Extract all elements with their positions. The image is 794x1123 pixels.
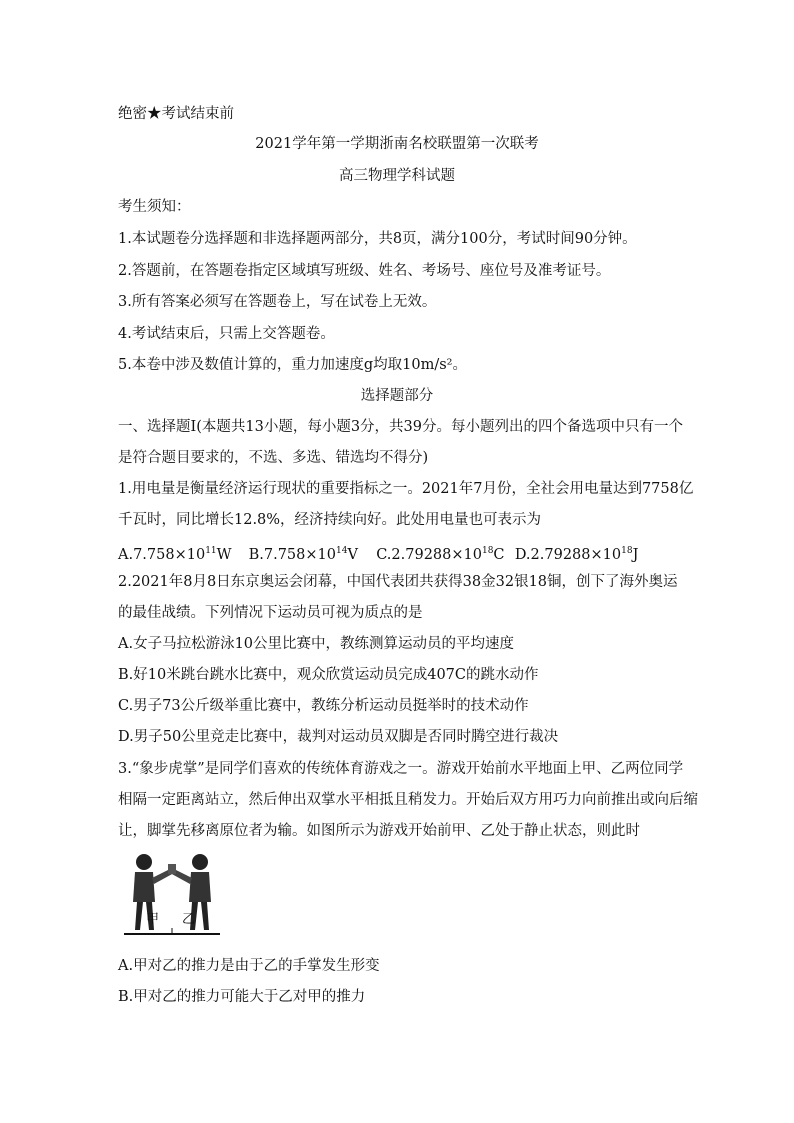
q1-options — [118, 541, 638, 565]
q1-option-a: $A.7.758\times 10^{11}W$ — [118, 546, 232, 563]
notice-item-3: 3.所有答案必须写在答题卷上，写在试卷上无效。 — [118, 294, 437, 310]
student-a-head — [136, 854, 152, 870]
q1-option-c: $C.2.79288\times 10^{18}C$ — [376, 546, 505, 563]
q3-figure — [122, 848, 222, 943]
q2-stem-line2: 的最佳战绩。下列情况下运动员可视为质点的是 — [118, 605, 423, 621]
student-a-body — [133, 872, 155, 902]
notice-item-2: 2.答题前，在答题卷指定区域填写班级、姓名、考场号、座位号及准考证号。 — [118, 263, 611, 279]
two-students-pushing-illustration — [122, 848, 222, 943]
q1-stem-line1: 1.用电量是衡量经济运行现状的重要指标之一。2021年7月份，全社会用电量达到7758亿 — [118, 481, 694, 497]
q1-option-b: $B.7.758\times 10^{14}V$ — [248, 546, 358, 563]
subject-title: 高三物理学科试题 — [339, 168, 455, 184]
q2-option-a: A.女子马拉松游泳10公里比赛中，教练测算运动员的平均速度 — [118, 636, 515, 652]
pressed-hands — [168, 864, 176, 874]
q2-option-c: C.男子73公斤级举重比赛中，教练分析运动员挺举时的技术动作 — [118, 698, 529, 714]
q3-option-b: B.甲对乙的推力可能大于乙对甲的推力 — [118, 989, 366, 1005]
secret-mark: 绝密★考试结束前 — [118, 106, 234, 122]
student-b-body — [189, 872, 211, 902]
q1-stem-line2: 千瓦时，同比增长12.8%，经济持续向好。此处用电量也可表示为 — [118, 512, 542, 528]
exam-title: 2021学年第一学期浙南名校联盟第一次联考 — [255, 136, 539, 152]
q2-stem-line1: 2.2021年8月8日东京奥运会闭幕，中国代表团共获得38金32银18铜，创下了海外奥运 — [118, 574, 678, 590]
q2-option-b: B.好10米跳台跳水比赛中，观众欣赏运动员完成407C的跳水动作 — [118, 667, 539, 683]
student-b-head — [192, 854, 208, 870]
q3-stem-line3: 让，脚掌先移离原位者为输。如图所示为游戏开始前甲、乙处于静止状态，则此时 — [118, 823, 640, 839]
notice-item-5: 5.本卷中涉及数值计算的，重力加速度g均取10m/s²。 — [118, 357, 467, 373]
q3-stem-line2: 相隔一定距离站立，然后伸出双掌水平相抵且稍发力。开始后双方用巧力向前推出或向后缩 — [118, 792, 698, 808]
q3-option-a: A.甲对乙的推力是由于乙的手掌发生形变 — [118, 958, 380, 974]
q3-stem-line1: 3.“象步虎掌”是同学们喜欢的传统体育游戏之一。游戏开始前水平地面上甲、乙两位同学 — [118, 761, 684, 777]
notice-heading: 考生须知： — [118, 199, 191, 215]
section-intro-line1: 一、选择题Ⅰ(本题共13小题，每小题3分，共39分。每小题列出的四个备选项中只有一个 — [118, 419, 684, 435]
label-jia: 甲 — [146, 912, 160, 927]
notice-item-4: 4.考试结束后，只需上交答题卷。 — [118, 326, 335, 342]
notice-item-1: 1.本试题卷分选择题和非选择题两部分，共8页，满分100分，考试时间90分钟。 — [118, 231, 637, 247]
section-title: 选择题部分 — [360, 388, 434, 404]
q1-option-d: $D.2.79288\times 10^{18}J$ — [514, 546, 639, 563]
section-intro-line2: 是符合题目要求的，不选、多选、错选均不得分) — [118, 450, 429, 466]
label-yi: 乙 — [182, 912, 196, 927]
q2-option-d: D.男子50公里竞走比赛中，裁判对运动员双脚是否同时腾空进行裁决 — [118, 729, 559, 745]
